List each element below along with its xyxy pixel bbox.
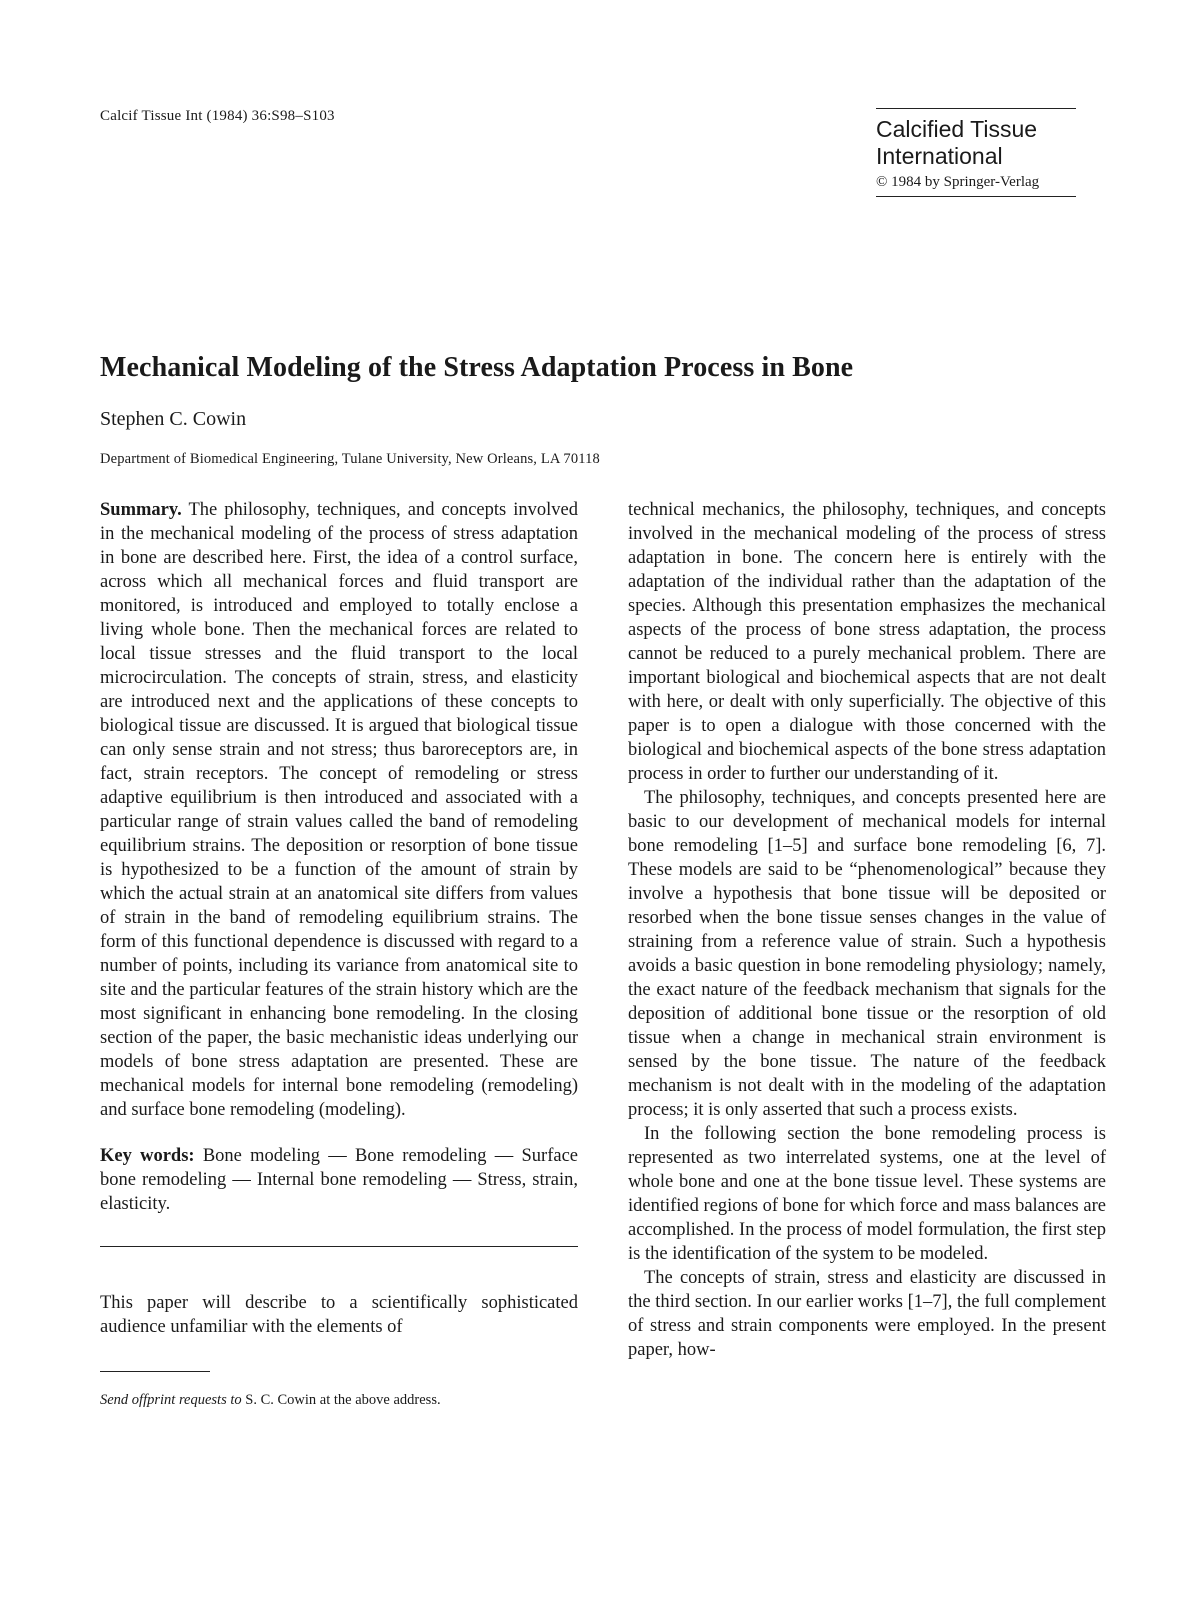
footnote-divider xyxy=(100,1371,210,1372)
keywords-text: Bone modeling — Bone remodeling — Surface bone remodeling — Internal bone remodeling — Stress, strain, elasticity. xyxy=(100,1146,579,1214)
body-paragraph-3: In the following section the bone remodeling process is represented as two interrelated systems, one at the level of whole bone and one at the bone tissue level. These systems are identified regions of bone for which force and mass balances are accomplished. In the process of model formulation, the first step is the identification of the system to be modeled. xyxy=(628,1124,1106,1264)
summary-paragraph xyxy=(100,498,578,1122)
journal-name-line2: International xyxy=(876,143,1003,169)
intro-paragraph: This paper will describe to a scientifically sophisticated audience unfamiliar with the elements of xyxy=(100,1293,578,1337)
footnote xyxy=(100,1390,578,1410)
journal-masthead xyxy=(876,108,1076,197)
right-column xyxy=(628,498,1106,1362)
keywords-paragraph xyxy=(100,1144,578,1216)
body-paragraph-1: technical mechanics, the philosophy, techniques, and concepts involved in the mechanical modeling of the process of stress adaptation in bone. The concern here is entirely with the adaptation of the individual rather than the adaptation of the species. Although this presentation emphasizes the mechanical aspects of the process of bone stress adaptation, the process cannot be reduced to a purely mechanical problem. There are important biological and biochemical aspects that are not dealt with here, or dealt with only superficially. The objective of this paper is to open a dialogue with those concerned with the biological and biochemical aspects of the bone stress adaptation process in order to further our understanding of it. xyxy=(628,500,1106,784)
copyright-notice: © 1984 by Springer-Verlag xyxy=(876,174,1040,190)
journal-name-line1: Calcified Tissue xyxy=(876,116,1038,142)
left-column xyxy=(100,498,578,1410)
summary-label: Summary. xyxy=(100,500,182,520)
section-divider xyxy=(100,1246,578,1247)
footnote-italic: Send offprint requests to xyxy=(100,1392,242,1408)
journal-citation: Calcif Tissue Int (1984) 36:S98–S103 xyxy=(100,108,335,124)
keywords-label: Key words: xyxy=(100,1146,195,1166)
author-name: Stephen C. Cowin xyxy=(100,408,247,430)
summary-text: The philosophy, techniques, and concepts involved in the mechanical modeling of the process of stress adaptation in bone are described here. First, the idea of a control surface, across which all mechanical forces and fluid transport are monitored, is introduced and employed to totally enclose a living whole bone. Then the mechanical forces are related to local tissue stresses and the fluid transport to the local microcirculation. The concepts of strain, stress, and elasticity are introduced next and the applications of these concepts to biological tissue are discussed. It is argued that biological tissue can only sense strain and not stress; thus baroreceptors are, in fact, strain receptors. The concept of remodeling or stress adaptive equilibrium is then introduced and associated with a particular range of strain values called the band of remodeling equilibrium strains. The deposition or resorption of bone tissue is hypothesized to be a function of the amount of strain by which the actual strain at an anatomical site differs from values of strain in the band of remodeling equilibrium strains. The form of this functional dependence is discussed with regard to a number of points, including its variance from anatomical site to site and the particular features of the strain history which are the most significant in enhancing bone remodeling. In the closing section of the paper, the basic mechanistic ideas underlying our models of bone stress adaptation are presented. These are mechanical models for internal bone remodeling (remodeling) and surface bone remodeling (modeling). xyxy=(100,500,578,1120)
body-paragraph-2: The philosophy, techniques, and concepts presented here are basic to our development of mechanical models for internal bone remodeling [1–5] and surface bone remodeling [6, 7]. These models are said to be “phenomenological” because they involve a hypothesis that bone tissue will be deposited or resorbed when the bone tissue senses changes in the value of straining from a reference value of strain. Such a hypothesis avoids a basic question in bone remodeling physiology; namely, the exact nature of the feedback mechanism that signals for the deposition of additional bone tissue or the resorption of old tissue when a change in mechanical strain environment is sensed by the bone tissue. The nature of the feedback mechanism is not dealt with in the modeling of the adaptation process; it is only asserted that such a process exists. xyxy=(628,788,1106,1120)
article-title: Mechanical Modeling of the Stress Adaptation Process in Bone xyxy=(100,352,854,383)
author-affiliation: Department of Biomedical Engineering, Tulane University, New Orleans, LA 70118 xyxy=(100,451,600,467)
footnote-text: S. C. Cowin at the above address. xyxy=(245,1392,441,1408)
body-paragraph-4: The concepts of strain, stress and elasticity are discussed in the third section. In our earlier works [1–7], the full complement of stress and strain components were employed. In the present paper, how- xyxy=(628,1268,1106,1360)
